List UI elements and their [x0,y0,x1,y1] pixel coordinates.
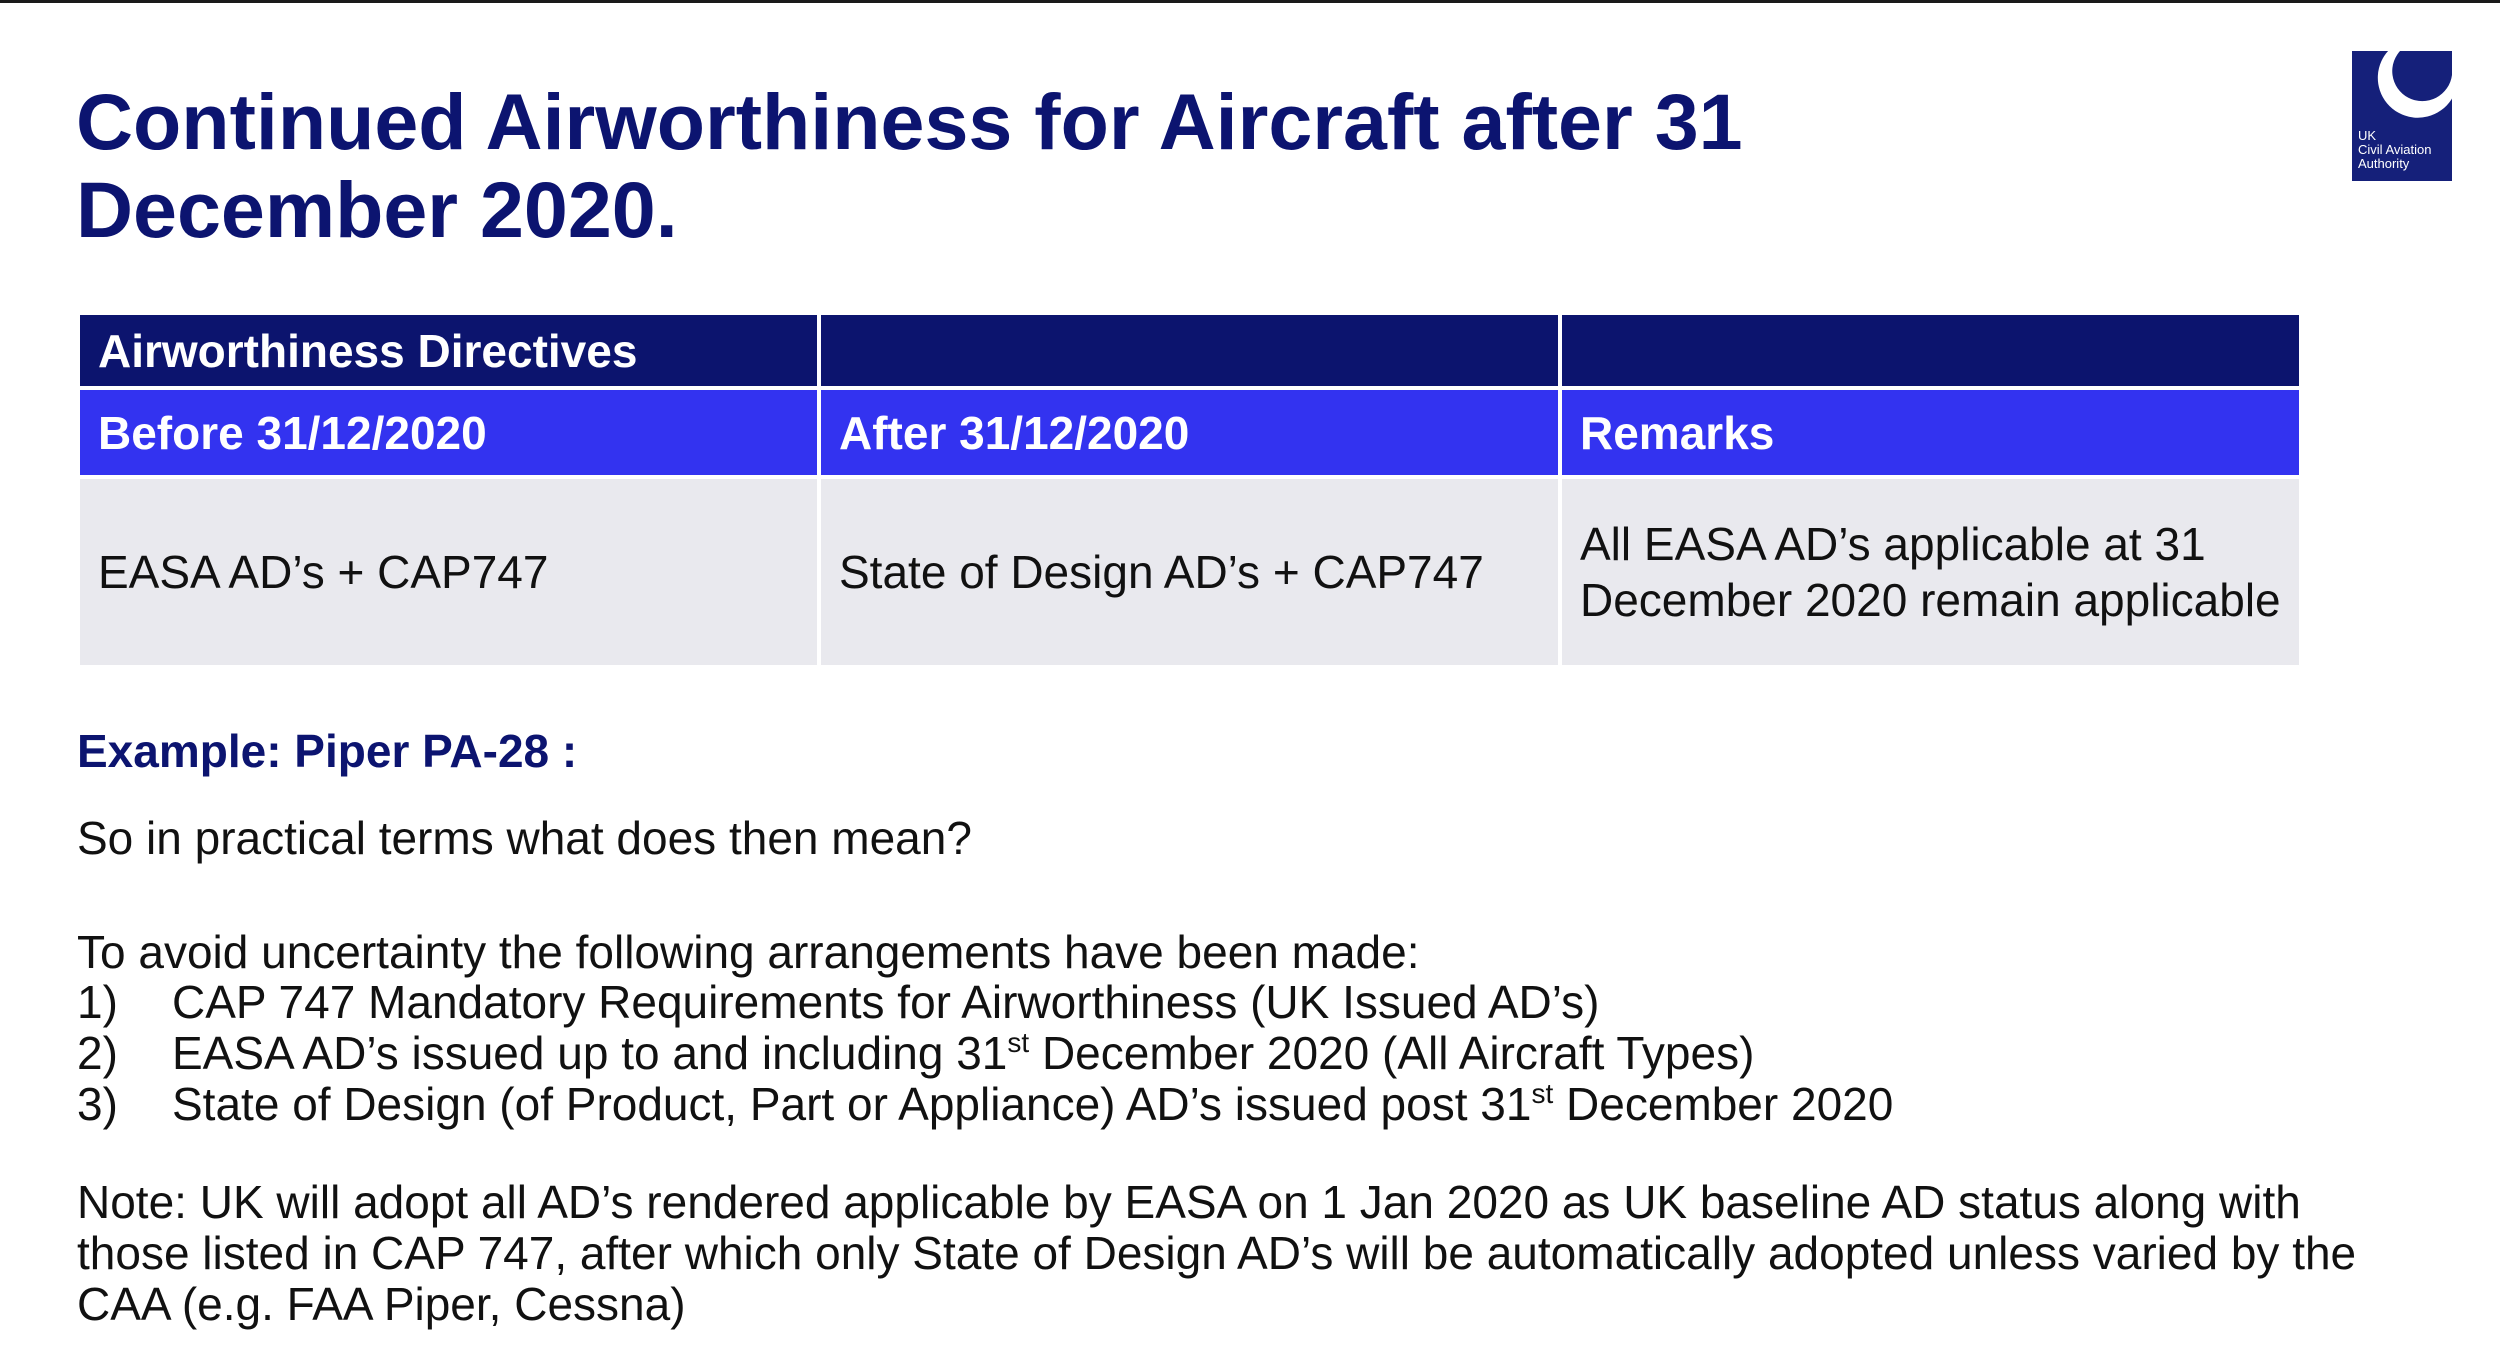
question-text: So in practical terms what does then mean? [77,812,972,864]
slide-title: Continued Airworthiness for Aircraft after 31 December 2020. [76,77,1743,254]
airworthiness-directives-table [76,311,2303,669]
top-border-rule [0,0,2500,3]
list-item-number: 1) [77,976,118,1028]
table-cell-before: EASA AD’s + CAP747 [80,479,817,665]
note-text: Note: UK will adopt all AD’s rendered applicable by EASA on 1 Jan 2020 as UK baseline AD status along with those listed in CAP 747, after which only State of Design AD’s will be automatically adopted unless varied by the CAA (e.g. FAA Piper, Cessna) [77,1176,2357,1330]
table-group-header-cell [1562,315,2299,386]
logo-text-line: Civil Aviation [2358,142,2432,157]
logo-text-line: Authority [2358,156,2410,171]
list-item [77,1079,1893,1130]
list-item [77,977,1893,1028]
list-item [77,1028,1893,1079]
table-group-header-cell [821,315,1558,386]
list-item-text: State of Design (of Product, Part or Appliance) AD’s issued post 31 [172,1078,1532,1130]
list-item-text-continued: December 2020 (All Aircraft Types) [1029,1027,1755,1079]
logo-text-line: UK [2358,128,2377,143]
example-heading: Example: Piper PA-28 : [77,725,578,777]
table-column-header-row [80,390,2299,475]
list-item-text: EASA AD’s issued up to and including 31 [172,1027,1008,1079]
caa-crescent-icon [2366,51,2452,131]
table-group-header-row [80,315,2299,386]
table-row [80,479,2299,665]
column-header-after: After 31/12/2020 [821,390,1558,475]
caa-logo [2352,51,2452,181]
list-item-text-continued: December 2020 [1553,1078,1894,1130]
logo-text [2358,129,2431,171]
column-header-before: Before 31/12/2020 [80,390,817,475]
table-cell-after: State of Design AD’s + CAP747 [821,479,1558,665]
table-cell-remarks: All EASA AD’s applicable at 31 December 2020 remain applicable [1562,479,2299,665]
arrangements-intro: To avoid uncertainty the following arrangements have been made: [77,926,1420,978]
ordinal-suffix: st [1007,1027,1030,1058]
list-item-number: 2) [77,1027,118,1079]
ordinal-suffix: st [1531,1078,1554,1109]
table-group-header-cell: Airworthiness Directives [80,315,817,386]
column-header-remarks: Remarks [1562,390,2299,475]
list-item-number: 3) [77,1078,118,1130]
list-item-text: CAP 747 Mandatory Requirements for Airworthiness (UK Issued AD’s) [172,976,1600,1028]
arrangements-list [77,977,1893,1130]
